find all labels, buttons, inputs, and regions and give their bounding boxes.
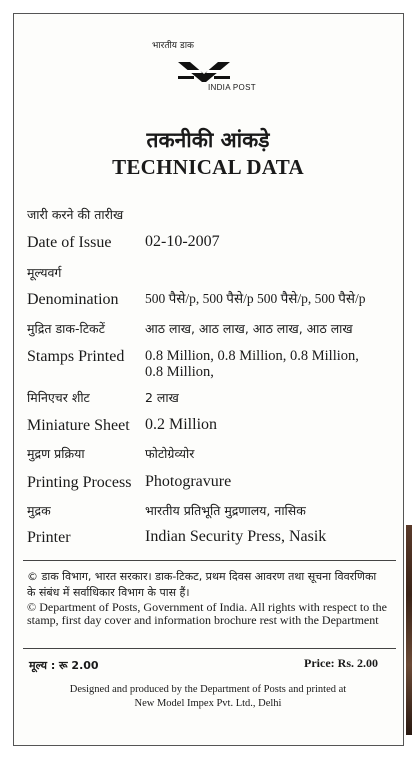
- miniature-sheet-row: [27, 417, 387, 435]
- miniature-sheet-value-hindi: 2 लाख: [145, 390, 179, 405]
- footer-line-2: New Model Impex Pvt. Ltd., Delhi: [134, 698, 282, 709]
- stamps-printed-value-hindi: आठ लाख, आठ लाख, आठ लाख, आठ लाख: [145, 321, 353, 336]
- printer-value: Indian Security Press, Nasik: [145, 528, 327, 545]
- denomination-value: 500 पैसे/p, 500 पैसे/p 500 पैसे/p, 500 पैसे/p: [145, 291, 366, 306]
- stamps-printed-value: 0.8 Million, 0.8 Million, 0.8 Million, 0.8 Million,: [145, 348, 359, 380]
- printing-process-label-hindi: मुद्रण प्रक्रिया: [27, 446, 85, 461]
- divider-top: [23, 560, 396, 561]
- printing-process-row: [27, 474, 387, 492]
- stamps-printed-hindi-row: [27, 320, 387, 338]
- title-hindi: तकनीकी आंकड़े: [146, 128, 270, 152]
- footer-credits: [0, 683, 416, 711]
- copyright-english: © Department of Posts, Government of India. All rights with respect to the stamp, first day cover and information brochure rest with the Department: [27, 600, 387, 627]
- printer-label: Printer: [27, 529, 71, 546]
- miniature-sheet-label-hindi: मिनिएचर शीट: [27, 390, 90, 405]
- denomination-label: Denomination: [27, 291, 119, 308]
- price-hindi: मूल्य : रू 2.00: [29, 659, 99, 672]
- date-of-issue-row: [27, 234, 387, 252]
- divider-bottom: [23, 648, 396, 649]
- miniature-sheet-value: 0.2 Million: [145, 416, 218, 433]
- miniature-sheet-label: Miniature Sheet: [27, 417, 130, 434]
- copyright-hindi: © डाक विभाग, भारत सरकार। डाक-टिकट, प्रथम दिवस आवरण तथा सूचना विवरणिका के संबंध में सर्वाधिकार विभाग के पास हैं।: [27, 570, 377, 599]
- title-english: TECHNICAL DATA: [112, 155, 304, 179]
- printer-value-hindi: भारतीय प्रतिभूति मुद्रणालय, नासिक: [145, 503, 306, 518]
- printer-hindi-row: [27, 502, 387, 520]
- stamps-printed-label-hindi: मुद्रित डाक-टिकटें: [27, 321, 105, 336]
- logo-english-text: INDIA POST: [208, 83, 256, 92]
- india-post-logo-icon: [176, 58, 232, 84]
- date-of-issue-label-hindi: जारी करने की तारीख: [27, 207, 124, 222]
- denomination-row: [27, 291, 387, 309]
- printing-process-value-hindi: फोटोग्रेव्योर: [145, 446, 195, 461]
- date-of-issue-label: Date of Issue: [27, 234, 112, 251]
- stamps-printed-label: Stamps Printed: [27, 348, 125, 365]
- footer-line-1: Designed and produced by the Department of Posts and printed at: [69, 684, 347, 695]
- printer-row: [27, 529, 387, 547]
- date-of-issue-value: 02-10-2007: [145, 233, 220, 250]
- stamps-printed-row: [27, 348, 387, 380]
- miniature-sheet-hindi-row: [27, 389, 387, 407]
- printing-process-hindi-row: [27, 445, 387, 463]
- printing-process-label: Printing Process: [27, 474, 132, 491]
- printer-label-hindi: मुद्रक: [27, 503, 51, 518]
- denomination-label-hindi: मूल्यवर्ग: [27, 265, 62, 280]
- price-english: Price: Rs. 2.00: [304, 656, 378, 670]
- printing-process-value: Photogravure: [145, 473, 232, 490]
- logo-hindi-text: भारतीय डाक: [152, 41, 194, 51]
